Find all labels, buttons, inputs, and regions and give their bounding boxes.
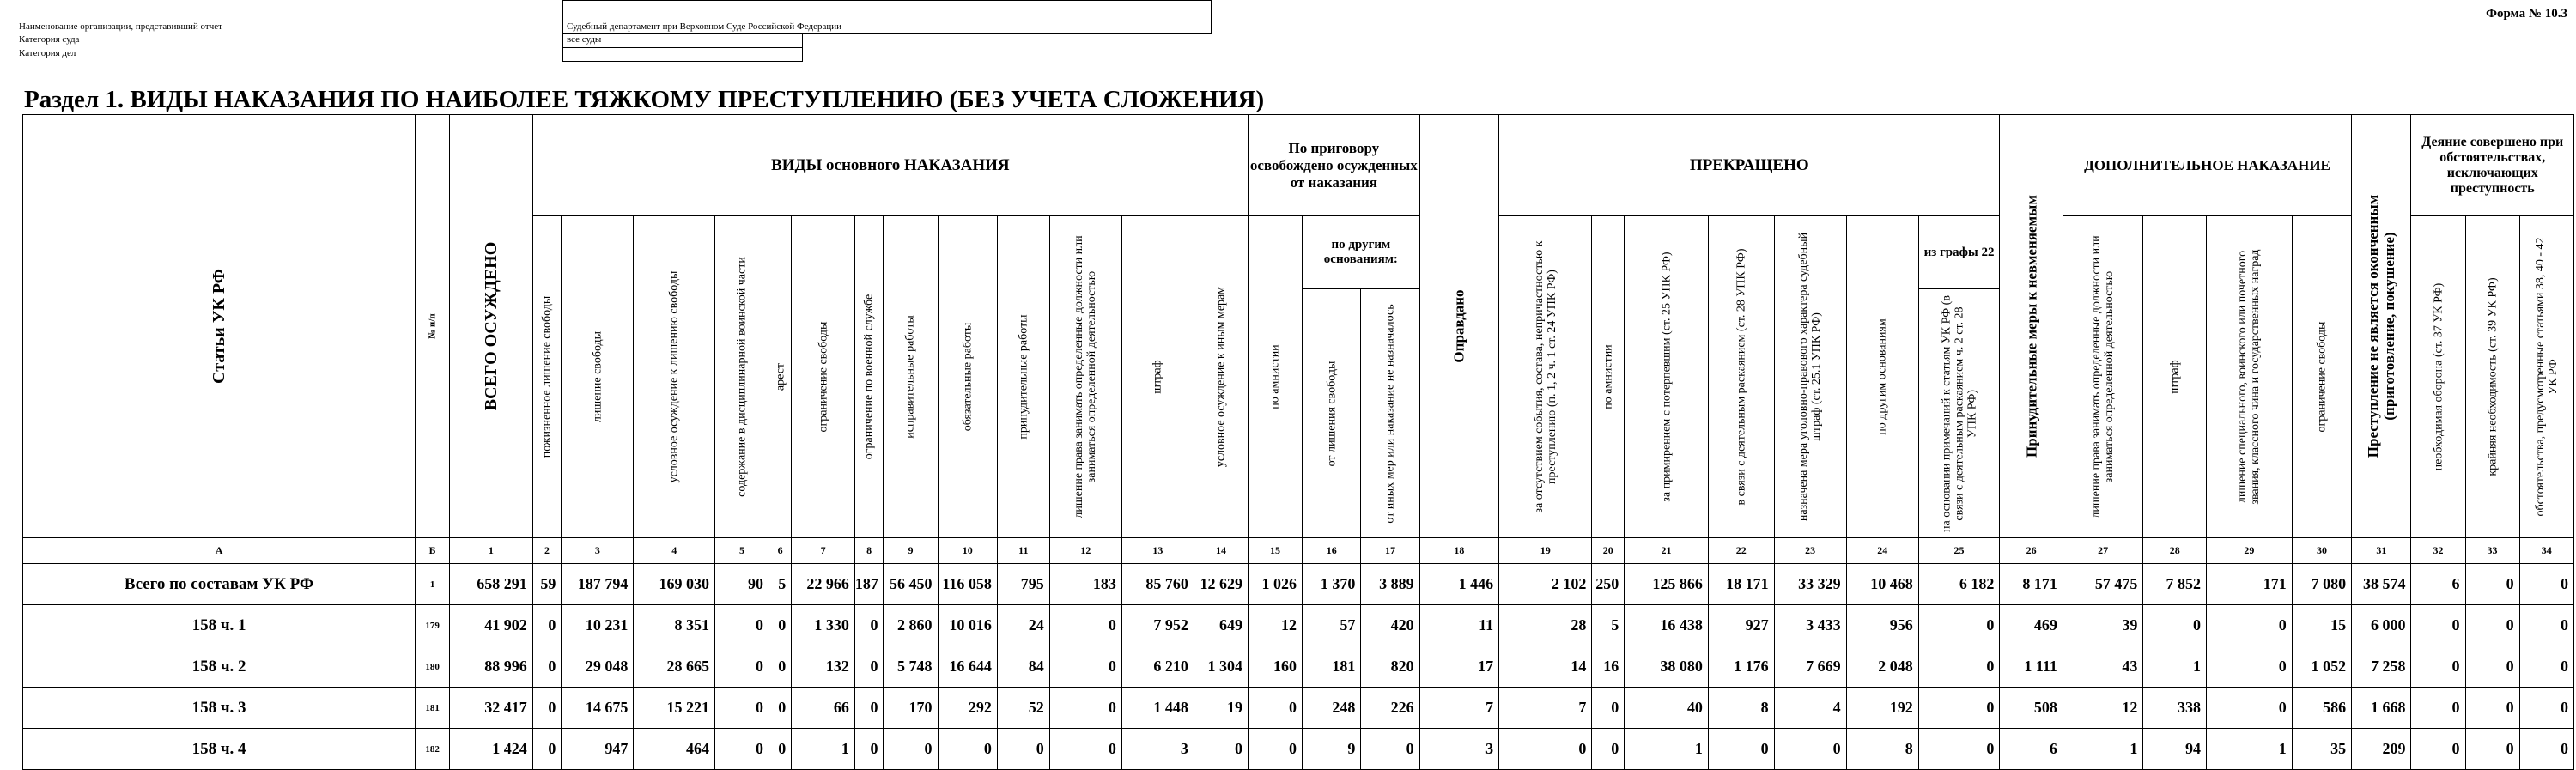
- table-cell: 0: [714, 729, 769, 770]
- col-29-header: лишение специального, воинского или почетного звания, классного чина и государственных наград: [2206, 216, 2292, 538]
- table-cell: 116 058: [938, 564, 997, 605]
- table-cell: 7: [1499, 688, 1592, 729]
- table-cell: 15 221: [634, 688, 715, 729]
- table-cell: 18 171: [1708, 564, 1774, 605]
- table-cell: 10 468: [1846, 564, 1918, 605]
- table-cell: 29 048: [562, 646, 634, 688]
- org-label: Наименование организации, представивший отчет: [19, 21, 222, 32]
- table-cell: 24: [997, 605, 1049, 646]
- table-cell: 1 176: [1708, 646, 1774, 688]
- row-number: 181: [416, 688, 450, 729]
- column-letter: 22: [1708, 538, 1774, 564]
- of-col-22-group: из графы 22: [1918, 216, 2000, 289]
- table-cell: 248: [1303, 688, 1361, 729]
- terminated-group: ПРЕКРАЩЕНО: [1499, 115, 2000, 216]
- col-coercive-header: Принудительные меры к невменяемым: [2000, 115, 2063, 538]
- table-cell: 171: [2206, 564, 2292, 605]
- table-cell: 0: [1361, 729, 1419, 770]
- table-cell: 0: [1049, 729, 1121, 770]
- table-cell: 0: [884, 729, 938, 770]
- col-19-header: за отсутствием события, состава, непричастностью к преступлению (п. 1, 2 ч. 1 ст. 24 УПК РФ): [1499, 216, 1592, 538]
- column-letter: 18: [1419, 538, 1498, 564]
- table-cell: 0: [2411, 646, 2465, 688]
- col-20-header: по амнистии: [1592, 216, 1625, 538]
- table-cell: 795: [997, 564, 1049, 605]
- row-article: 158 ч. 1: [23, 605, 416, 646]
- row-number: 182: [416, 729, 450, 770]
- column-letter: Б: [416, 538, 450, 564]
- column-letter: 20: [1592, 538, 1625, 564]
- column-letter: 2: [532, 538, 562, 564]
- column-letter: 32: [2411, 538, 2465, 564]
- table-cell: 1 446: [1419, 564, 1498, 605]
- column-letter: А: [23, 538, 416, 564]
- table-cell: 7: [1419, 688, 1498, 729]
- table-cell: 8: [1708, 688, 1774, 729]
- table-cell: 0: [1918, 605, 2000, 646]
- table-cell: 10 231: [562, 605, 634, 646]
- column-letter: 30: [2292, 538, 2351, 564]
- table-cell: 1 111: [2000, 646, 2063, 688]
- col-4-header: условное осуждение к лишению свободы: [634, 216, 715, 538]
- col-28-header: штраф: [2143, 216, 2207, 538]
- table-cell: 0: [854, 605, 884, 646]
- table-cell: 947: [562, 729, 634, 770]
- table-cell: 1 370: [1303, 564, 1361, 605]
- table-cell: 0: [769, 605, 792, 646]
- col-7-header: ограничение свободы: [792, 216, 855, 538]
- table-cell: 6 000: [2352, 605, 2411, 646]
- table-cell: 66: [792, 688, 855, 729]
- table-cell: 0: [2465, 564, 2519, 605]
- column-letter: 17: [1361, 538, 1419, 564]
- table-cell: 820: [1361, 646, 1419, 688]
- row-article: 158 ч. 3: [23, 688, 416, 729]
- column-letter: 19: [1499, 538, 1592, 564]
- column-letter: 34: [2519, 538, 2573, 564]
- table-cell: 33 329: [1774, 564, 1846, 605]
- table-cell: 292: [938, 688, 997, 729]
- col-acquitted-header: Оправдано: [1419, 115, 1498, 538]
- table-cell: 0: [2411, 729, 2465, 770]
- table-cell: 2 048: [1846, 646, 1918, 688]
- column-letter: 5: [714, 538, 769, 564]
- table-cell: 170: [884, 688, 938, 729]
- table-cell: 38 080: [1625, 646, 1709, 688]
- table-cell: 3: [1121, 729, 1194, 770]
- col-2-header: пожизненное лишение свободы: [532, 216, 562, 538]
- col-22-header: в связи с деятельным раскаянием (ст. 28 УПК РФ): [1708, 216, 1774, 538]
- table-cell: 169 030: [634, 564, 715, 605]
- column-letter: 6: [769, 538, 792, 564]
- column-letter: 3: [562, 538, 634, 564]
- table-cell: 586: [2292, 688, 2351, 729]
- table-cell: 226: [1361, 688, 1419, 729]
- table-cell: 35: [2292, 729, 2351, 770]
- table-cell: 0: [1049, 646, 1121, 688]
- table-cell: 0: [2519, 605, 2573, 646]
- table-cell: 0: [1774, 729, 1846, 770]
- column-letter: 16: [1303, 538, 1361, 564]
- table-cell: 0: [854, 646, 884, 688]
- col-33-header: крайняя необходимость (ст. 39 УК РФ): [2465, 216, 2519, 538]
- table-cell: 0: [2206, 646, 2292, 688]
- table-cell: 6: [2411, 564, 2465, 605]
- table-cell: 7 080: [2292, 564, 2351, 605]
- table-cell: 3: [1419, 729, 1498, 770]
- table-cell: 0: [1918, 646, 2000, 688]
- table-cell: 0: [2465, 605, 2519, 646]
- table-cell: 0: [1918, 688, 2000, 729]
- form-number: Форма № 10.3: [2486, 7, 2567, 21]
- column-letter: 14: [1194, 538, 1248, 564]
- table-cell: 16 438: [1625, 605, 1709, 646]
- table-cell: 19: [1194, 688, 1248, 729]
- table-cell: 6 182: [1918, 564, 2000, 605]
- table-cell: 0: [532, 646, 562, 688]
- col-21-header: за примирением с потерпевшим (ст. 25 УПК РФ): [1625, 216, 1709, 538]
- row-article: Всего по составам УК РФ: [23, 564, 416, 605]
- table-cell: 125 866: [1625, 564, 1709, 605]
- table-cell: 7 952: [1121, 605, 1194, 646]
- row-number: 179: [416, 605, 450, 646]
- row-article: 158 ч. 4: [23, 729, 416, 770]
- case-category-value: [562, 47, 803, 62]
- table-cell: 6: [2000, 729, 2063, 770]
- table-cell: 8 171: [2000, 564, 2063, 605]
- table-cell: 658 291: [450, 564, 533, 605]
- table-cell: 40: [1625, 688, 1709, 729]
- table-cell: 0: [714, 688, 769, 729]
- additional-group: ДОПОЛНИТЕЛЬНОЕ НАКАЗАНИЕ: [2063, 115, 2351, 216]
- section-title: Раздел 1. ВИДЫ НАКАЗАНИЯ ПО НАИБОЛЕЕ ТЯЖКОМУ ПРЕСТУПЛЕНИЮ (БЕЗ УЧЕТА СЛОЖЕНИЯ): [24, 86, 1265, 113]
- table-cell: 0: [532, 688, 562, 729]
- table-cell: 0: [854, 729, 884, 770]
- col-16-header: от лишения свободы: [1303, 289, 1361, 538]
- table-cell: 187 794: [562, 564, 634, 605]
- column-letter: 11: [997, 538, 1049, 564]
- col-articles-header: Статьи УК РФ: [23, 115, 416, 538]
- table-cell: 17: [1419, 646, 1498, 688]
- table-row: [23, 564, 2574, 605]
- table-cell: 5: [769, 564, 792, 605]
- table-cell: 1 330: [792, 605, 855, 646]
- court-category-label: Категория суда: [19, 34, 80, 45]
- column-letter: 21: [1625, 538, 1709, 564]
- column-letter: 27: [2063, 538, 2143, 564]
- col-17-header: от иных мер или наказание не назначалось: [1361, 289, 1419, 538]
- table-cell: 0: [1708, 729, 1774, 770]
- table-cell: 0: [2206, 688, 2292, 729]
- table-cell: 0: [2519, 729, 2573, 770]
- table-cell: 0: [532, 729, 562, 770]
- table-cell: 2 102: [1499, 564, 1592, 605]
- table-cell: 88 996: [450, 646, 533, 688]
- col-24-header: по другим основаниям: [1846, 216, 1918, 538]
- col-5-header: содержание в дисциплинарной воинской части: [714, 216, 769, 538]
- col-6-header: арест: [769, 216, 792, 538]
- table-cell: 187: [854, 564, 884, 605]
- table-cell: 250: [1592, 564, 1625, 605]
- column-letter: 25: [1918, 538, 2000, 564]
- table-cell: 0: [2411, 605, 2465, 646]
- case-category-label: Категория дел: [19, 48, 76, 58]
- table-cell: 16: [1592, 646, 1625, 688]
- table-cell: 14 675: [562, 688, 634, 729]
- table-cell: 15: [2292, 605, 2351, 646]
- table-cell: 16 644: [938, 646, 997, 688]
- table-cell: 0: [1592, 729, 1625, 770]
- table-row: [23, 605, 2574, 646]
- table-cell: 28 665: [634, 646, 715, 688]
- table-cell: 0: [1499, 729, 1592, 770]
- table-cell: 43: [2063, 646, 2143, 688]
- table-row: [23, 646, 2574, 688]
- col-12-header: лишение права занимать определенные должности или заниматься определенной деятельностью: [1049, 216, 1121, 538]
- table-cell: 1 668: [2352, 688, 2411, 729]
- table-cell: 28: [1499, 605, 1592, 646]
- table-cell: 192: [1846, 688, 1918, 729]
- table-cell: 464: [634, 729, 715, 770]
- table-cell: 0: [2411, 688, 2465, 729]
- table-cell: 956: [1846, 605, 1918, 646]
- table-cell: 1: [792, 729, 855, 770]
- table-cell: 39: [2063, 605, 2143, 646]
- table-cell: 0: [714, 646, 769, 688]
- table-cell: 469: [2000, 605, 2063, 646]
- column-letter: 29: [2206, 538, 2292, 564]
- table-cell: 183: [1049, 564, 1121, 605]
- table-cell: 2 860: [884, 605, 938, 646]
- table-cell: 7 669: [1774, 646, 1846, 688]
- table-cell: 0: [1592, 688, 1625, 729]
- table-cell: 0: [769, 646, 792, 688]
- column-letter: 7: [792, 538, 855, 564]
- table-cell: 56 450: [884, 564, 938, 605]
- col-11-header: принудительные работы: [997, 216, 1049, 538]
- table-cell: 38 574: [2352, 564, 2411, 605]
- table-cell: 420: [1361, 605, 1419, 646]
- table-cell: 8 351: [634, 605, 715, 646]
- row-number: 180: [416, 646, 450, 688]
- column-letter: 4: [634, 538, 715, 564]
- col-8-header: ограничение по военной службе: [854, 216, 884, 538]
- column-letter: 33: [2465, 538, 2519, 564]
- col-not-completed-header: Преступление не является оконченным (приготовление, покушение): [2352, 115, 2411, 538]
- table-cell: 1 304: [1194, 646, 1248, 688]
- table-row: [23, 729, 2574, 770]
- column-letter: 24: [1846, 538, 1918, 564]
- row-article: 158 ч. 2: [23, 646, 416, 688]
- table-cell: 160: [1249, 646, 1303, 688]
- other-grounds-group: по другим основаниям:: [1303, 216, 1420, 289]
- col-23-header: назначена мера уголовно-правового характера судебный штраф (ст. 25.1 УПК РФ): [1774, 216, 1846, 538]
- table-cell: 10 016: [938, 605, 997, 646]
- table-cell: 22 966: [792, 564, 855, 605]
- table-cell: 6 210: [1121, 646, 1194, 688]
- table-cell: 0: [2465, 646, 2519, 688]
- table-cell: 12: [1249, 605, 1303, 646]
- table-cell: 11: [1419, 605, 1498, 646]
- table-cell: 0: [532, 605, 562, 646]
- table-cell: 7 258: [2352, 646, 2411, 688]
- col-total-header: ВСЕГО ОСУЖДЕНО: [450, 115, 533, 538]
- circumstances-group: Деяние совершено при обстоятельствах, исключающих преступность: [2411, 115, 2574, 216]
- table-cell: 132: [792, 646, 855, 688]
- table-cell: 0: [2143, 605, 2207, 646]
- table-cell: 12: [2063, 688, 2143, 729]
- table-cell: 0: [1249, 688, 1303, 729]
- table-cell: 0: [938, 729, 997, 770]
- table-cell: 1: [2063, 729, 2143, 770]
- table-cell: 8: [1846, 729, 1918, 770]
- col-30-header: ограничение свободы: [2292, 216, 2351, 538]
- table-cell: 1 448: [1121, 688, 1194, 729]
- table-cell: 3 889: [1361, 564, 1419, 605]
- column-letters-row: [23, 538, 2574, 564]
- table-cell: 0: [769, 729, 792, 770]
- main-punishment-group: ВИДЫ основного НАКАЗАНИЯ: [532, 115, 1248, 216]
- col-25-header: на основании примечаний к статьям УК РФ (в связи с деятельным раскаянием ч. 2 ст. 28 УПК РФ): [1918, 289, 2000, 538]
- table-cell: 1: [2206, 729, 2292, 770]
- row-number: 1: [416, 564, 450, 605]
- column-letter: 15: [1249, 538, 1303, 564]
- col-no-header: № п/п: [416, 115, 450, 538]
- table-cell: 0: [1918, 729, 2000, 770]
- table-cell: 32 417: [450, 688, 533, 729]
- org-value: Судебный департамент при Верховном Суде Российской Федерации: [562, 0, 1212, 34]
- table-cell: 0: [769, 688, 792, 729]
- column-letter: 28: [2143, 538, 2207, 564]
- table-cell: 1: [1625, 729, 1709, 770]
- col-14-header: условное осуждение к иным мерам: [1194, 216, 1248, 538]
- table-cell: 0: [2465, 729, 2519, 770]
- table-cell: 52: [997, 688, 1049, 729]
- col-10-header: обязательные работы: [938, 216, 997, 538]
- col-27-header: лишение права занимать определенные должности или заниматься определенной деятельностью: [2063, 216, 2143, 538]
- table-cell: 94: [2143, 729, 2207, 770]
- table-cell: 4: [1774, 688, 1846, 729]
- table-cell: 0: [2519, 688, 2573, 729]
- table-cell: 0: [854, 688, 884, 729]
- statistics-table: [22, 114, 2574, 770]
- column-letter: 10: [938, 538, 997, 564]
- table-cell: 927: [1708, 605, 1774, 646]
- column-letter: 12: [1049, 538, 1121, 564]
- col-13-header: штраф: [1121, 216, 1194, 538]
- table-cell: 1 052: [2292, 646, 2351, 688]
- table-cell: 181: [1303, 646, 1361, 688]
- table-cell: 338: [2143, 688, 2207, 729]
- table-cell: 0: [1194, 729, 1248, 770]
- col-3-header: лишение свободы: [562, 216, 634, 538]
- table-cell: 1: [2143, 646, 2207, 688]
- column-letter: 9: [884, 538, 938, 564]
- table-cell: 59: [532, 564, 562, 605]
- table-cell: 57 475: [2063, 564, 2143, 605]
- table-cell: 57: [1303, 605, 1361, 646]
- table-cell: 14: [1499, 646, 1592, 688]
- table-cell: 1 424: [450, 729, 533, 770]
- table-cell: 0: [1049, 688, 1121, 729]
- table-cell: 12 629: [1194, 564, 1248, 605]
- column-letter: 23: [1774, 538, 1846, 564]
- table-cell: 0: [714, 605, 769, 646]
- column-letter: 31: [2352, 538, 2411, 564]
- table-cell: 0: [997, 729, 1049, 770]
- table-cell: 0: [1249, 729, 1303, 770]
- col-32-header: необходимая оборона (ст. 37 УК РФ): [2411, 216, 2465, 538]
- table-cell: 209: [2352, 729, 2411, 770]
- column-letter: 1: [450, 538, 533, 564]
- column-letter: 13: [1121, 538, 1194, 564]
- col-34-header: обстоятельства, предусмотренные статьями 38, 40 - 42 УК РФ: [2519, 216, 2573, 538]
- table-cell: 5 748: [884, 646, 938, 688]
- table-cell: 85 760: [1121, 564, 1194, 605]
- table-cell: 0: [2206, 605, 2292, 646]
- table-cell: 41 902: [450, 605, 533, 646]
- column-letter: 26: [2000, 538, 2063, 564]
- table-cell: 9: [1303, 729, 1361, 770]
- table-cell: 7 852: [2143, 564, 2207, 605]
- table-cell: 0: [2465, 688, 2519, 729]
- table-cell: 0: [2519, 646, 2573, 688]
- column-letter: 8: [854, 538, 884, 564]
- court-category-value: все суды: [562, 33, 803, 48]
- table-cell: 84: [997, 646, 1049, 688]
- table-cell: 5: [1592, 605, 1625, 646]
- table-cell: 3 433: [1774, 605, 1846, 646]
- table-cell: 508: [2000, 688, 2063, 729]
- table-cell: 0: [2519, 564, 2573, 605]
- table-cell: 90: [714, 564, 769, 605]
- col-15-header: по амнистии: [1249, 216, 1303, 538]
- released-group: По приговору освобождено осужденных от наказания: [1249, 115, 1420, 216]
- table-cell: 0: [1049, 605, 1121, 646]
- table-cell: 649: [1194, 605, 1248, 646]
- table-cell: 1 026: [1249, 564, 1303, 605]
- col-9-header: исправительные работы: [884, 216, 938, 538]
- table-row: [23, 688, 2574, 729]
